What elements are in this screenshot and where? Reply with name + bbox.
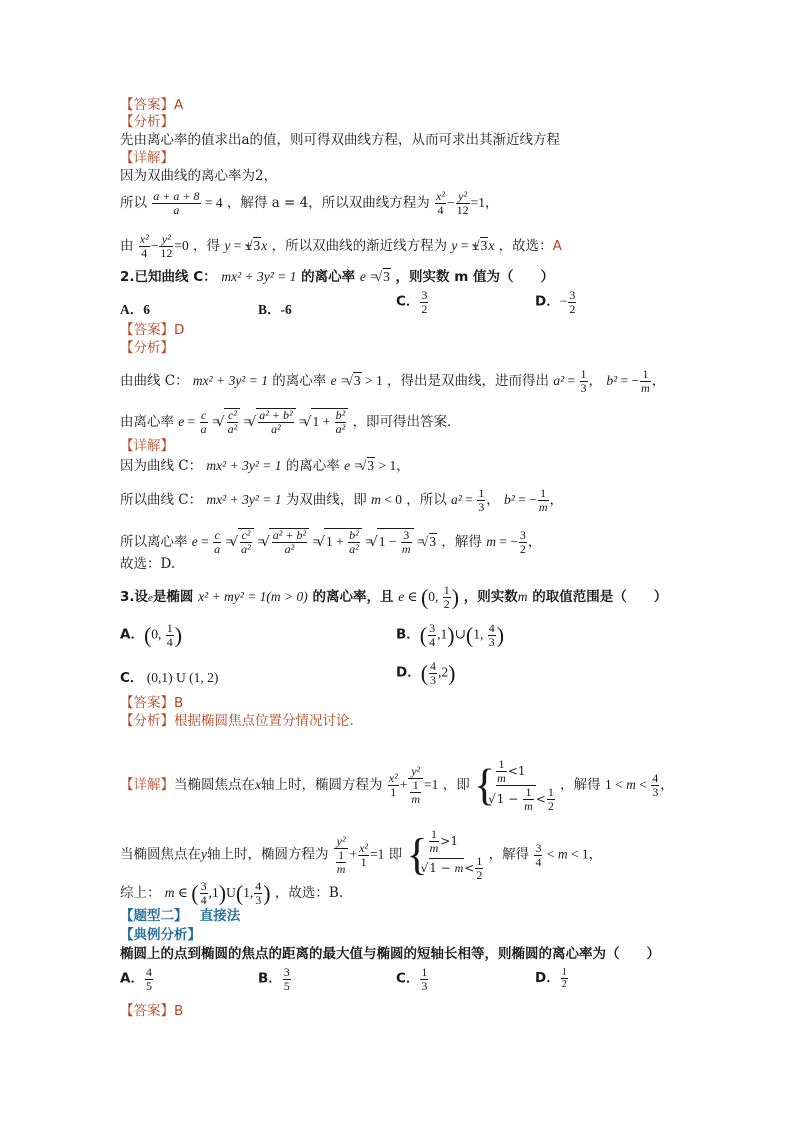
sqrt: √ 1 + $\frac{\text{b²}}{\text{a²}}$ [324,528,361,556]
q3-option-d: D．( $\frac{4}{3}$ ,2) [396,659,456,687]
type2-answer-line: 【答案】B [120,1003,184,1019]
fraction: $\frac{1}{m}$ [497,757,506,785]
sqrt: √ 3 [367,457,375,474]
q2-answer-line: 【答案】D [120,322,185,338]
fraction: $\frac{1}{2}$ [561,967,567,991]
fraction: $\frac{4}{5}$ [145,965,152,993]
fraction: $\frac{1}{m}$ [641,367,650,395]
fraction: $\frac{\text{y²}}{\frac{1}{m}}$ [334,835,349,876]
fraction: $\frac{c}{a}$ [214,528,221,556]
q2-detail-tag-line: 【详解】 [120,438,174,454]
type2-option-a: A． $\frac{4}{5}$ [120,965,152,993]
fraction: $\frac{3}{4}$ [429,621,436,649]
analysis-tag: 【分析】 [120,114,174,130]
q2-analysis-line-1: 由曲线 C： mx² + 3y² = 1 的离心率 e = √ 3 > 1 ，得出是双曲线，进而得出 a² = $\frac{1}{3}$ ， b² = − $\frac{1}{m}$ ， [120,368,665,395]
fraction: $\frac{\text{x²}}{1}$ [359,840,369,869]
fraction: $\frac{3}{2}$ [569,288,576,316]
fraction: $\frac{1}{3}$ [478,486,485,514]
fraction: $\frac{1}{4}$ [166,621,173,649]
q2-option-b: B．-6 [258,302,292,317]
detail-tag: 【详解】 [120,150,174,166]
sqrt [256,408,296,436]
sqrt [224,408,240,436]
fraction: √ $\frac{\text{a² + b²}}{\text{a²}}$ [272,528,307,556]
sqrt: √ 3 [253,237,261,254]
type2-option-c: C． $\frac{1}{3}$ [396,965,428,993]
fraction: $\frac{3}{5}$ [283,965,290,993]
fraction: $\frac{1}{3}$ [421,965,428,993]
q2-analysis-tag-line: 【分析】 [120,340,174,356]
section-heading [120,908,240,924]
answer-line [120,97,183,113]
fraction: $\frac{4}{3}$ [488,621,495,649]
analysis-text: 先由离心率的值求出a的值，则可得双曲线方程，从而可求出其渐近线方程 [120,132,561,148]
answer-tag: 【答案】 [120,97,174,113]
fraction: $\frac{3}{m}$ [401,528,411,556]
q3-detail-line-3: 综上： m ∈ ( $\frac{3}{4}$ ,1)U(1, $\frac{4}{3}$ ) ，故选：B. [120,879,344,907]
q2-option-c: C． $\frac{3}{2}$ [396,288,428,316]
fraction: $\frac{3}{4}$ [200,879,207,907]
section-heading-tag: 【题型二】 [120,908,188,924]
fraction: $\frac{1}{m}$ [538,486,548,514]
detail-line-3: 由 $\frac{\text{x²}}{4}$ − $\frac{\text{y²}}{12}$ =0 ，得 y = ±√ 3x ，所以双曲线的渐近线方程为 y = ±√ 3x ，故选：A [120,233,562,260]
inequality-system: $\frac{1}{m}$ >1 √ 1 − m< $\frac{1}{2}$ [428,828,485,882]
fraction: $\frac{1}{m}$ [524,785,533,813]
sqrt: √ 1 + $\frac{\text{b²}}{\text{a²}}$ [311,408,348,436]
q2-detail-line-2: 所以曲线 C： mx² + 3y² = 1 为双曲线，即 m < 0 ，所以 a² = $\frac{1}{3}$ ， b² = − $\frac{1}{m}$ ， [120,486,563,514]
fraction: $\frac{1}{2}$ [547,785,554,813]
answer-value: A [174,97,184,113]
fraction: $\frac{1}{2}$ [443,583,450,611]
q3-option-a: A．(0, $\frac{1}{4}$ ) [120,621,183,649]
fraction: $\frac{3}{2}$ [421,288,428,316]
fraction: $\frac{\text{x²}}{1}$ [388,771,398,799]
fraction: $\frac{4}{3}$ [652,771,659,799]
q2-option-d: D．− $\frac{3}{2}$ [535,288,576,316]
type2-option-d: D． $\frac{1}{2}$ [535,967,567,991]
fraction: $\frac{1}{2}$ [476,854,483,882]
sqrt: √ 3 [383,268,391,285]
q2-stem: 2.已知曲线 C： mx² + 3y² = 1 的离心率 e = √ 3 ，则实数 m 值为（ ） [120,268,554,285]
fraction: $\frac{4}{3}$ [430,659,437,687]
q3-detail-line-1: 【详解】当椭圆焦点在x轴上时，椭圆方程为 $\frac{\text{x²}}{1}$ + $\frac{\text{y²}}{\frac{1}{m}}$ =1 ，即 { $\frac{1}{m}$ <1 √ 1 − $\frac{1}{m}$ < $\frac{1}{2}$ ，解得 1 < m < $\frac{4}{3}$ ， [120,758,674,813]
q2-detail-line-3: 所以离心率 e = $\frac{c}{a}$ = √ $\frac{\text{c²}}{\text{a²}}$ = √ $\frac{\text{a² + b²}}{\text{a²}}$ = √ 1 + $\frac{\text{b²}}{\text{a²}}$ = √ 1 − $\frac{3}{m}$ = √ 3 ，解得 m = − $\frac{3}{2}$ ， [120,528,541,556]
fraction: $\frac{3}{4}$ [535,840,542,869]
fraction: $\frac{1}{m}$ [411,778,421,806]
fraction: $\frac{c}{a}$ [200,408,207,436]
sqrt [269,528,309,556]
fraction: √ $\frac{\text{a² + b²}}{\text{a²}}$ [259,408,293,436]
sqrt [238,528,254,556]
detail-line-2: 所以 $\frac{a + a + 8}{a}$ = 4 ，解得 a = 4，所以双曲线方程为 $\frac{\text{x²}}{4}$ − $\frac{\text{y²}}{12}$ =1， [120,189,499,217]
q3-answer-line: 【答案】B [120,695,184,711]
fraction: $\frac{\text{b²}}{\text{a²}}$ [349,528,359,556]
sqrt: √ 1 − m [429,858,465,877]
type2-option-b: B． $\frac{3}{5}$ [258,965,290,993]
q3-detail-line-2: 当椭圆焦点在y轴上时，椭圆方程为 $\frac{\text{y²}}{\frac{1}{m}}$ + $\frac{\text{x²}}{1}$ =1 即 { $\frac{1}{m}$ >1 √ 1 − m< $\frac{1}{2}$ ，解得 $\frac{3}{4}$ < m < 1， [120,828,602,882]
detail-line-1: 因为双曲线的离心率为2， [120,168,278,184]
example-tag-line: 【典例分析】 [120,927,201,943]
detail-tag-line [120,150,174,166]
q2-detail-line-4: 故选：D. [120,556,176,572]
fraction: $\frac{\text{x²}}{4}$ [139,232,149,260]
fraction: $\frac{1}{m}$ [336,847,346,876]
fraction: $\frac{1}{3}$ [580,367,587,395]
analysis-tag-line [120,114,174,130]
fraction: $\frac{\text{y²}}{12}$ [456,189,469,217]
fraction: $\frac{\text{y²}}{12}$ [160,232,173,260]
fraction: √ $\frac{\text{c²}}{\text{a²}}$ [227,408,238,436]
q3-stem: 3.设e是椭圆 x² + my² = 1(m > 0) 的离心率，且 e ∈ (0, $\frac{1}{2}$ ) ，则实数m 的取值范围是（ ） [120,583,668,611]
fraction: $\frac{1}{m}$ [429,827,439,855]
q2-analysis-line-2: 由离心率 e = $\frac{c}{a}$ = √ $\frac{\text{c²}}{\text{a²}}$ = √ $\frac{\text{a² + b²}}{\text{a²}}$ = √ 1 + $\frac{\text{b²}}{\text{a²}}$ ，即可得出答案． [120,408,461,436]
fraction: $\frac{\text{y²}}{\frac{1}{m}}$ [408,765,423,806]
fraction: $\frac{\text{b²}}{\text{a²}}$ [335,408,346,436]
fraction: √ $\frac{\text{c²}}{\text{a²}}$ [241,528,251,556]
inequality-system: $\frac{1}{m}$ <1 √ 1 − $\frac{1}{m}$ < $\frac{1}{2}$ [495,758,556,813]
sqrt: √ 1 − $\frac{3}{m}$ [377,528,413,556]
fraction: $\frac{a + a + 8}{a}$ [153,189,200,217]
section-heading-title: 直接法 [199,908,241,924]
type2-question-stem: 椭圆上的点到椭圆的焦点的距离的最大值与椭圆的短轴长相等，则椭圆的离心率为（ ） [120,946,660,962]
fraction: $\frac{3}{2}$ [519,528,526,556]
q3-option-c: C． (0,1) U (1, 2) [120,670,219,686]
q3-option-b: B．( $\frac{3}{4}$ ,1)∪(1, $\frac{4}{3}$ ) [396,621,505,649]
sqrt: √ 1 − $\frac{1}{m}$ [496,785,536,813]
q2-option-a: A．6 [120,302,150,317]
q3-analysis-line: 【分析】根据椭圆焦点位置分情况讨论. [120,713,354,729]
sqrt: √ 3 [429,533,437,550]
sqrt: √ 3 [353,372,361,389]
sqrt: √ 3 [480,237,488,254]
fraction: $\frac{\text{x²}}{4}$ [436,189,445,217]
fraction: $\frac{4}{3}$ [255,879,262,907]
q2-detail-line-1: 因为曲线 C： mx² + 3y² = 1 的离心率 e = √ 3 > 1， [120,457,410,474]
